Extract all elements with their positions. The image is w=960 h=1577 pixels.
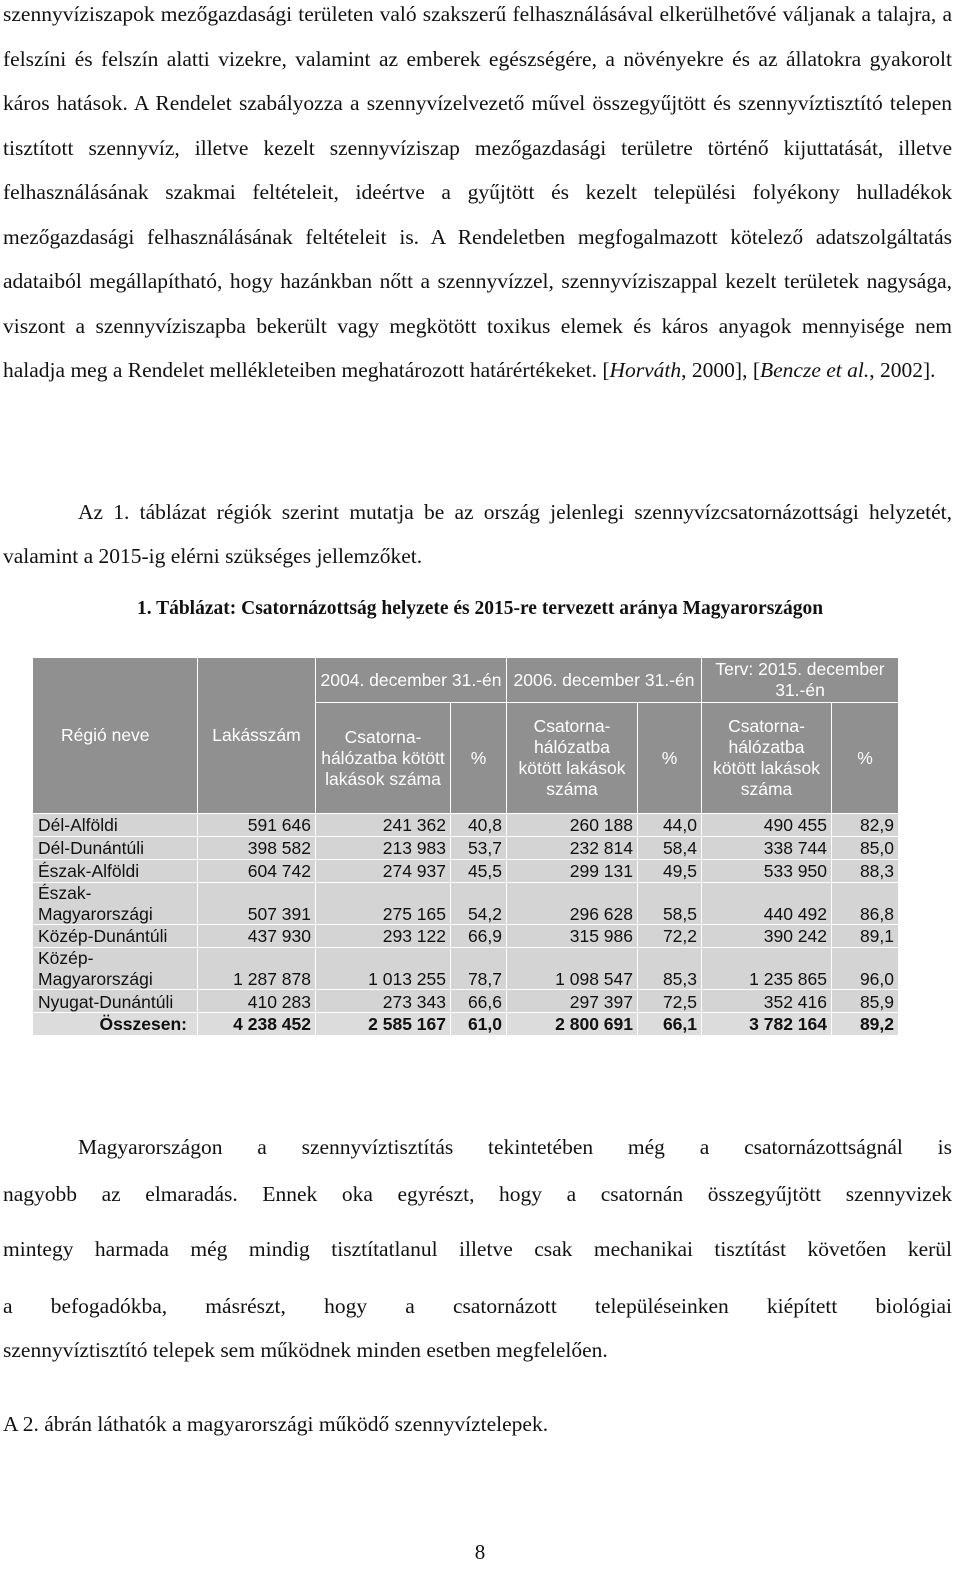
connected-2015-cell: 338 744 — [702, 837, 832, 860]
connected-2006-cell: 260 188 — [507, 814, 638, 837]
paragraph-3-line: Magyarországon a szennyvíztisztítás tekintetében még a csatornázottságnál is — [78, 1135, 952, 1159]
paragraph-3-line: szennyvíztisztító telepek sem működnek minden esetben megfelelően. — [3, 1338, 608, 1362]
pct-2004-cell: 53,7 — [451, 837, 507, 860]
region-name: Dél-Alföldi — [33, 814, 198, 837]
flats-cell: 591 646 — [198, 814, 316, 837]
flats-cell: 398 582 — [198, 837, 316, 860]
paragraph-1: szennyvíziszapok mezőgazdasági területen való szakszerű felhasználásával elkerülhetővé váljanak a talajra, a felszíni és felszín alatti vizekre, valamint az emberek egészségére, a növényekre és az állatokra gyakorolt káros hatások. A Rendelet szabályozza a szennyvízelvezető művel összegyűjtött és szennyvíztisztító telepen tisztított szennyvíz, illetve kezelt szennyvíziszap mezőgazdasági területre történő kijuttatását, illetve felhasználásának szakmai feltételeit, ideértve a gyűjtött és kezelt települési folyékony hulladékok mezőgazdasági felhasználásának feltételeit is. A Rendeletben megfogalmazott kötelező adatszolgáltatás adataiból megállapítható, hogy hazánkban nőtt a szennyvízzel, szennyvíziszappal kezelt területek nagysága, viszont a szennyvíziszapba bekerült vagy megkötött toxikus elemek és káros anyagok mennyisége nem haladja meg a Rendelet mellékleteiben meghatározott határértékeket. [Horváth, 2000], [Bencze et al., 2002]. — [3, 2, 952, 382]
table-row — [33, 990, 899, 1013]
pct-2004-cell: 45,5 — [451, 860, 507, 883]
total-label: Összesen: — [33, 1013, 198, 1036]
table-row — [33, 883, 899, 925]
header-flats: Lakásszám — [198, 658, 316, 814]
connected-2004-cell: 1 013 255 — [316, 948, 451, 990]
connected-2006-cell: 315 986 — [507, 925, 638, 948]
table-row — [33, 948, 899, 990]
header-2006: 2006. december 31.-én — [507, 658, 702, 703]
pct-2006-cell: 44,0 — [638, 814, 702, 837]
citation-bencze: Bencze et al. — [759, 358, 870, 382]
connected-2004-cell: 241 362 — [316, 814, 451, 837]
connected-2015-cell: 352 416 — [702, 990, 832, 1013]
connected-2004-cell: 273 343 — [316, 990, 451, 1013]
pct-2004-cell: 40,8 — [451, 814, 507, 837]
pct-2004-cell: 78,7 — [451, 948, 507, 990]
connected-2004-cell: 274 937 — [316, 860, 451, 883]
connected-2006-cell: 297 397 — [507, 990, 638, 1013]
connected-2015-cell: 390 242 — [702, 925, 832, 948]
paragraph-3-line: nagyobb az elmaradás. Ennek oka egyrészt, hogy a csatornán összegyűjtött szennyvizek — [3, 1182, 952, 1206]
total-pct-2006: 66,1 — [638, 1013, 702, 1036]
flats-cell: 507 391 — [198, 883, 316, 925]
connected-2006-cell: 1 098 547 — [507, 948, 638, 990]
pct-2015-cell: 89,1 — [832, 925, 899, 948]
flats-cell: 604 742 — [198, 860, 316, 883]
region-name: Észak-Alföldi — [33, 860, 198, 883]
flats-cell: 1 287 878 — [198, 948, 316, 990]
flats-cell: 410 283 — [198, 990, 316, 1013]
table-row — [33, 814, 899, 837]
flats-cell: 437 930 — [198, 925, 316, 948]
total-connected-2015: 3 782 164 — [702, 1013, 832, 1036]
header-connected-2006: Csatorna-hálózatba kötött lakások száma — [507, 703, 638, 814]
connected-2015-cell: 490 455 — [702, 814, 832, 837]
citation-horvath: Horváth — [609, 358, 682, 382]
header-2015: Terv: 2015. december 31.-én — [702, 658, 899, 703]
page-number: 8 — [474, 1540, 486, 1564]
total-pct-2004: 61,0 — [451, 1013, 507, 1036]
paragraph-2: Az 1. táblázat régiók szerint mutatja be az ország jelenlegi szennyvízcsatornázottsági helyzetét, valamint a 2015-ig elérni szükséges jellemzőket. — [3, 500, 952, 568]
connected-2015-cell: 533 950 — [702, 860, 832, 883]
connected-2006-cell: 299 131 — [507, 860, 638, 883]
paragraph-3 — [3, 1125, 952, 1378]
region-name: Észak-Magyarországi — [33, 883, 198, 925]
pct-2006-cell: 72,2 — [638, 925, 702, 948]
pct-2006-cell: 58,4 — [638, 837, 702, 860]
pct-2006-cell: 72,5 — [638, 990, 702, 1013]
table-row — [33, 925, 899, 948]
sewerage-table — [32, 657, 898, 1036]
header-pct-2004: % — [451, 703, 507, 814]
connected-2004-cell: 293 122 — [316, 925, 451, 948]
pct-2015-cell: 85,9 — [832, 990, 899, 1013]
header-pct-2015: % — [832, 703, 899, 814]
total-flats: 4 238 452 — [198, 1013, 316, 1036]
pct-2015-cell: 82,9 — [832, 814, 899, 837]
connected-2006-cell: 232 814 — [507, 837, 638, 860]
paragraph-3-line: a befogadókba, másrészt, hogy a csatornázott településeinken kiépített biológiai — [3, 1294, 952, 1318]
region-name: Nyugat-Dunántúli — [33, 990, 198, 1013]
table-caption: 1. Táblázat: Csatornázottság helyzete és 2015-re tervezett aránya Magyarországon — [136, 598, 824, 619]
header-connected-2015: Csatorna-hálózatba kötött lakások száma — [702, 703, 832, 814]
connected-2006-cell: 296 628 — [507, 883, 638, 925]
paragraph-3-line: mintegy harmada még mindig tisztítatlanul illetve csak mechanikai tisztítást követően kerül — [3, 1237, 952, 1261]
table-total-row — [33, 1013, 899, 1036]
pct-2004-cell: 66,9 — [451, 925, 507, 948]
header-region: Régió neve — [33, 658, 198, 814]
total-connected-2004: 2 585 167 — [316, 1013, 451, 1036]
pct-2004-cell: 66,6 — [451, 990, 507, 1013]
pct-2015-cell: 96,0 — [832, 948, 899, 990]
total-connected-2006: 2 800 691 — [507, 1013, 638, 1036]
region-name: Közép-Magyarországi — [33, 948, 198, 990]
connected-2015-cell: 440 492 — [702, 883, 832, 925]
paragraph-4: A 2. ábrán láthatók a magyarországi működő szennyvíztelepek. — [3, 1412, 549, 1436]
header-2004: 2004. december 31.-én — [316, 658, 507, 703]
header-pct-2006: % — [638, 703, 702, 814]
region-name: Dél-Dunántúli — [33, 837, 198, 860]
region-name: Közép-Dunántúli — [33, 925, 198, 948]
pct-2015-cell: 86,8 — [832, 883, 899, 925]
connected-2004-cell: 213 983 — [316, 837, 451, 860]
pct-2015-cell: 85,0 — [832, 837, 899, 860]
pct-2006-cell: 85,3 — [638, 948, 702, 990]
connected-2015-cell: 1 235 865 — [702, 948, 832, 990]
pct-2015-cell: 88,3 — [832, 860, 899, 883]
table-row — [33, 837, 899, 860]
pct-2006-cell: 49,5 — [638, 860, 702, 883]
pct-2004-cell: 54,2 — [451, 883, 507, 925]
pct-2006-cell: 58,5 — [638, 883, 702, 925]
connected-2004-cell: 275 165 — [316, 883, 451, 925]
total-pct-2015: 89,2 — [832, 1013, 899, 1036]
header-connected-2004: Csatorna-hálózatba kötött lakások száma — [316, 703, 451, 814]
table-row — [33, 860, 899, 883]
